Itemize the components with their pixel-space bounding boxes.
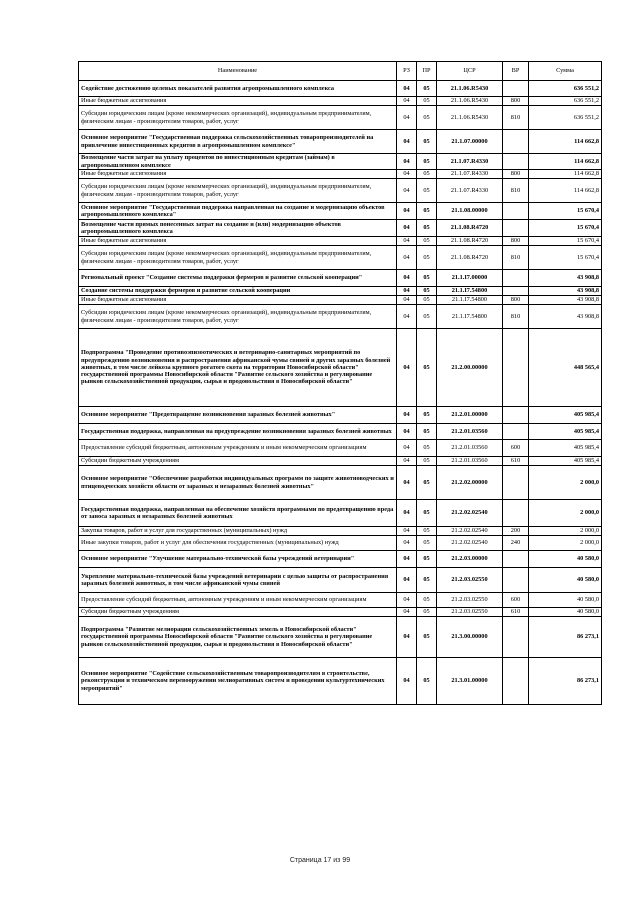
- row-pr: 05: [417, 203, 437, 220]
- row-vr: 600: [503, 440, 529, 457]
- row-pr: 05: [417, 179, 437, 203]
- row-vr: 810: [503, 179, 529, 203]
- row-sum: 2 000,0: [529, 527, 602, 536]
- row-pr: 05: [417, 551, 437, 568]
- table-row: [79, 500, 602, 527]
- row-name: Предоставление субсидий бюджетным, автономным учреждениям и иным некоммерческим организациям: [79, 593, 397, 608]
- row-name: Основное мероприятие "Содействие сельскохозяйственным товаропроизводителям в строительстве, реконструкции и техническом перевооружении мелиоративных систем и проведении культуртехнических мероприятий": [79, 658, 397, 705]
- row-pr: 05: [417, 593, 437, 608]
- row-rz: 04: [397, 97, 417, 106]
- row-csr: 21.2.00.00000: [437, 329, 503, 407]
- row-vr: 800: [503, 170, 529, 179]
- table-row: [79, 287, 602, 296]
- row-name: Иные бюджетные ассигнования: [79, 170, 397, 179]
- header-vr: ВР: [503, 62, 529, 81]
- row-csr: 21.2.01.03560: [437, 424, 503, 440]
- row-pr: 05: [417, 154, 437, 170]
- row-vr: [503, 658, 529, 705]
- row-vr: 810: [503, 246, 529, 270]
- row-vr: [503, 466, 529, 500]
- table-row: [79, 466, 602, 500]
- table-row: [79, 568, 602, 593]
- row-rz: 04: [397, 658, 417, 705]
- row-pr: 05: [417, 106, 437, 130]
- table-row: [79, 457, 602, 466]
- row-vr: [503, 287, 529, 296]
- row-sum: 15 670,4: [529, 220, 602, 237]
- table-header-row: [79, 62, 602, 81]
- row-sum: 43 908,8: [529, 287, 602, 296]
- row-rz: 04: [397, 608, 417, 617]
- row-csr: 21.1.06.R5430: [437, 81, 503, 97]
- row-name: Государственная поддержка, направленная на предупреждение возникновения заразных болезней животных: [79, 424, 397, 440]
- row-name: Субсидии юридическим лицам (кроме некоммерческих организаций), индивидуальным предпринимателям, физическим лицам - производителям товаров, работ, услуг: [79, 246, 397, 270]
- row-csr: 21.1.07.00000: [437, 130, 503, 154]
- table-row: [79, 551, 602, 568]
- table-row: [79, 179, 602, 203]
- table-row: [79, 203, 602, 220]
- header-name: Наименование: [79, 62, 397, 81]
- table-row: [79, 608, 602, 617]
- table-row: [79, 106, 602, 130]
- row-rz: 04: [397, 246, 417, 270]
- table-row: [79, 305, 602, 329]
- row-pr: 05: [417, 220, 437, 237]
- row-csr: 21.1.I7.54800: [437, 305, 503, 329]
- table-row: [79, 329, 602, 407]
- row-csr: 21.1.I7.00000: [437, 270, 503, 287]
- table-row: [79, 407, 602, 424]
- table-row: [79, 130, 602, 154]
- table-row: [79, 617, 602, 658]
- row-pr: 05: [417, 81, 437, 97]
- row-csr: 21.1.07.R4330: [437, 170, 503, 179]
- row-csr: 21.2.01.03560: [437, 457, 503, 466]
- row-vr: [503, 424, 529, 440]
- row-rz: 04: [397, 170, 417, 179]
- row-vr: 200: [503, 527, 529, 536]
- row-csr: 21.1.08.R4720: [437, 237, 503, 246]
- row-pr: 05: [417, 97, 437, 106]
- row-name: Субсидии бюджетным учреждениям: [79, 608, 397, 617]
- row-rz: 04: [397, 568, 417, 593]
- row-pr: 05: [417, 407, 437, 424]
- row-name: Субсидии юридическим лицам (кроме некоммерческих организаций), индивидуальным предпринимателям, физическим лицам - производителям товаров, работ, услуг: [79, 106, 397, 130]
- row-csr: 21.1.08.R4720: [437, 220, 503, 237]
- row-vr: [503, 617, 529, 658]
- row-pr: 05: [417, 424, 437, 440]
- row-pr: 05: [417, 658, 437, 705]
- row-name: Предоставление субсидий бюджетным, автономным учреждениям и иным некоммерческим организациям: [79, 440, 397, 457]
- row-rz: 04: [397, 424, 417, 440]
- row-pr: 05: [417, 617, 437, 658]
- row-sum: 114 662,8: [529, 154, 602, 170]
- row-vr: 810: [503, 106, 529, 130]
- header-pr: ПР: [417, 62, 437, 81]
- row-vr: [503, 568, 529, 593]
- row-name: Основное мероприятие "Государственная поддержка сельскохозяйственных товаропроизводителей на привлечение инвестиционных кредитов в агропромышленном комплексе": [79, 130, 397, 154]
- row-rz: 04: [397, 440, 417, 457]
- row-sum: 636 551,2: [529, 97, 602, 106]
- row-rz: 04: [397, 617, 417, 658]
- row-vr: 800: [503, 237, 529, 246]
- table-row: [79, 237, 602, 246]
- table-row: [79, 170, 602, 179]
- row-sum: 43 908,8: [529, 270, 602, 287]
- row-name: Основное мероприятие "Предотвращение возникновения заразных болезней животных": [79, 407, 397, 424]
- row-sum: 114 662,8: [529, 130, 602, 154]
- row-pr: 05: [417, 568, 437, 593]
- row-csr: 21.1.07.R4330: [437, 179, 503, 203]
- table-row: [79, 154, 602, 170]
- row-vr: [503, 329, 529, 407]
- row-pr: 05: [417, 457, 437, 466]
- table-row: [79, 536, 602, 551]
- row-sum: 40 580,0: [529, 608, 602, 617]
- row-rz: 04: [397, 466, 417, 500]
- row-name: Субсидии юридическим лицам (кроме некоммерческих организаций), индивидуальным предпринимателям, физическим лицам - производителям товаров, работ, услуг: [79, 179, 397, 203]
- row-rz: 04: [397, 527, 417, 536]
- row-sum: 40 580,0: [529, 551, 602, 568]
- row-csr: 21.2.02.00000: [437, 466, 503, 500]
- row-rz: 04: [397, 296, 417, 305]
- row-vr: [503, 130, 529, 154]
- row-name: Иные бюджетные ассигнования: [79, 237, 397, 246]
- row-name: Возмещение части прямых понесенных затрат на создание и (или) модернизацию объектов агропромышленного комплекса: [79, 220, 397, 237]
- row-rz: 04: [397, 270, 417, 287]
- row-csr: 21.2.03.02550: [437, 608, 503, 617]
- row-rz: 04: [397, 287, 417, 296]
- row-sum: 15 670,4: [529, 246, 602, 270]
- row-csr: 21.2.03.02550: [437, 568, 503, 593]
- row-pr: 05: [417, 170, 437, 179]
- row-name: Укрепление материально-технической базы учреждений ветеринарии с целью защиты от распространения заразных болезней животных, в том числе африканской чумы свиней: [79, 568, 397, 593]
- row-csr: 21.2.01.03560: [437, 440, 503, 457]
- table-row: [79, 296, 602, 305]
- row-name: Содействие достижению целевых показателей развития агропромышленного комплекса: [79, 81, 397, 97]
- row-name: Закупка товаров, работ и услуг для государственных (муниципальных) нужд: [79, 527, 397, 536]
- row-rz: 04: [397, 305, 417, 329]
- table-row: [79, 270, 602, 287]
- row-sum: 636 551,2: [529, 81, 602, 97]
- row-vr: [503, 551, 529, 568]
- row-pr: 05: [417, 287, 437, 296]
- page-number: Страница 17 из 99: [289, 857, 351, 864]
- row-name: Государственная поддержка, направленная на обеспечение хозяйств программами по предотвращению вреда от заноса заразных и незаразных болезней животных: [79, 500, 397, 527]
- row-pr: 05: [417, 608, 437, 617]
- row-sum: 405 985,4: [529, 440, 602, 457]
- row-sum: 43 908,8: [529, 305, 602, 329]
- table-body: [79, 81, 602, 705]
- table-row: [79, 527, 602, 536]
- row-vr: [503, 270, 529, 287]
- row-csr: 21.3.00.00000: [437, 617, 503, 658]
- table-row: [79, 658, 602, 705]
- row-sum: 405 985,4: [529, 407, 602, 424]
- row-vr: 800: [503, 97, 529, 106]
- row-vr: 610: [503, 457, 529, 466]
- row-vr: 610: [503, 608, 529, 617]
- row-sum: 448 565,4: [529, 329, 602, 407]
- row-rz: 04: [397, 551, 417, 568]
- row-sum: 114 662,8: [529, 170, 602, 179]
- row-name: Субсидии юридическим лицам (кроме некоммерческих организаций), индивидуальным предпринимателям, физическим лицам - производителям товаров, работ, услуг: [79, 305, 397, 329]
- row-sum: 636 551,2: [529, 106, 602, 130]
- row-name: Иные закупки товаров, работ и услуг для обеспечения государственных (муниципальных) нужд: [79, 536, 397, 551]
- row-sum: 43 908,8: [529, 296, 602, 305]
- budget-table: [78, 61, 602, 705]
- row-sum: 40 580,0: [529, 568, 602, 593]
- row-name: Региональный проект "Создание системы поддержки фермеров и развитие сельской кооперации": [79, 270, 397, 287]
- row-vr: 800: [503, 296, 529, 305]
- row-vr: [503, 154, 529, 170]
- row-rz: 04: [397, 593, 417, 608]
- row-rz: 04: [397, 407, 417, 424]
- row-name: Основное мероприятие "Государственная поддержка направленная на создание и модернизацию объектов агропромышленного комплекса": [79, 203, 397, 220]
- row-csr: 21.1.08.00000: [437, 203, 503, 220]
- row-pr: 05: [417, 246, 437, 270]
- row-name: Основное мероприятие "Обеспечение разработки индивидуальных программ по защите животноводческих и птицеводческих хозяйств области от заразных и незаразных болезней животных": [79, 466, 397, 500]
- row-name: Субсидии бюджетным учреждениям: [79, 457, 397, 466]
- row-vr: [503, 500, 529, 527]
- header-rz: РЗ: [397, 62, 417, 81]
- row-rz: 04: [397, 106, 417, 130]
- row-csr: 21.1.I7.54800: [437, 287, 503, 296]
- row-rz: 04: [397, 237, 417, 246]
- row-sum: 15 670,4: [529, 203, 602, 220]
- row-sum: 86 273,1: [529, 617, 602, 658]
- row-pr: 05: [417, 130, 437, 154]
- row-csr: 21.1.08.R4720: [437, 246, 503, 270]
- row-sum: 86 273,1: [529, 658, 602, 705]
- row-vr: 600: [503, 593, 529, 608]
- row-rz: 04: [397, 130, 417, 154]
- row-pr: 05: [417, 536, 437, 551]
- row-name: Подпрограмма "Развитие мелиорации сельскохозяйственных земель в Новосибирской области" государственной программы Новосибирской области "Развитие сельского хозяйства и регулирование рынков сельскохозяйственной продукции, сырья и продовольствия в Новосибирской области": [79, 617, 397, 658]
- row-sum: 15 670,4: [529, 237, 602, 246]
- table-row: [79, 220, 602, 237]
- row-sum: 2 000,0: [529, 536, 602, 551]
- row-rz: 04: [397, 81, 417, 97]
- row-pr: 05: [417, 329, 437, 407]
- row-pr: 05: [417, 237, 437, 246]
- row-csr: 21.2.02.02540: [437, 500, 503, 527]
- row-name: Подпрограмма "Проведение противоэпизоотических и ветеринарно-санитарных мероприятий по предупреждению возникновения и распространения африканской чумы свиней и других заразных болезней животных, в том числе лейкоза крупного рогатого скота на территории Новосибирской области" государственной программы Новосибирской области "Развитие сельского хозяйства и регулирование рынков сельскохозяйственной продукции, сырья и продовольствия в Новосибирской области": [79, 329, 397, 407]
- row-pr: 05: [417, 500, 437, 527]
- header-csr: ЦСР: [437, 62, 503, 81]
- table-row: [79, 246, 602, 270]
- row-rz: 04: [397, 203, 417, 220]
- row-name: Иные бюджетные ассигнования: [79, 296, 397, 305]
- row-csr: 21.2.03.00000: [437, 551, 503, 568]
- row-vr: [503, 203, 529, 220]
- row-csr: 21.1.06.R5430: [437, 106, 503, 130]
- row-pr: 05: [417, 305, 437, 329]
- row-sum: 405 985,4: [529, 457, 602, 466]
- row-rz: 04: [397, 457, 417, 466]
- row-vr: 240: [503, 536, 529, 551]
- row-pr: 05: [417, 296, 437, 305]
- row-rz: 04: [397, 329, 417, 407]
- row-rz: 04: [397, 154, 417, 170]
- row-rz: 04: [397, 536, 417, 551]
- row-name: Возмещение части затрат на уплату процентов по инвестиционным кредитам (займам) в агропромышленном комплексе: [79, 154, 397, 170]
- row-name: Создание системы поддержки фермеров и развитие сельской кооперации: [79, 287, 397, 296]
- row-rz: 04: [397, 179, 417, 203]
- row-pr: 05: [417, 466, 437, 500]
- row-csr: 21.2.02.02540: [437, 527, 503, 536]
- row-vr: [503, 81, 529, 97]
- row-sum: 405 985,4: [529, 424, 602, 440]
- row-pr: 05: [417, 527, 437, 536]
- row-sum: 40 580,0: [529, 593, 602, 608]
- table-row: [79, 81, 602, 97]
- row-csr: 21.2.01.00000: [437, 407, 503, 424]
- row-csr: 21.3.01.00000: [437, 658, 503, 705]
- header-sum: Сумма: [529, 62, 602, 81]
- row-csr: 21.1.07.R4330: [437, 154, 503, 170]
- row-vr: [503, 407, 529, 424]
- row-name: Основное мероприятие "Улучшение материально-технической базы учреждений ветеринарии": [79, 551, 397, 568]
- row-vr: [503, 220, 529, 237]
- row-name: Иные бюджетные ассигнования: [79, 97, 397, 106]
- row-csr: 21.2.03.02550: [437, 593, 503, 608]
- row-sum: 114 662,8: [529, 179, 602, 203]
- row-csr: 21.1.I7.54800: [437, 296, 503, 305]
- table-row: [79, 97, 602, 106]
- row-rz: 04: [397, 220, 417, 237]
- row-csr: 21.1.06.R5430: [437, 97, 503, 106]
- table-row: [79, 440, 602, 457]
- row-csr: 21.2.02.02540: [437, 536, 503, 551]
- row-pr: 05: [417, 270, 437, 287]
- row-vr: 810: [503, 305, 529, 329]
- row-rz: 04: [397, 500, 417, 527]
- row-sum: 2 000,0: [529, 466, 602, 500]
- table-row: [79, 424, 602, 440]
- row-pr: 05: [417, 440, 437, 457]
- row-sum: 2 000,0: [529, 500, 602, 527]
- table-row: [79, 593, 602, 608]
